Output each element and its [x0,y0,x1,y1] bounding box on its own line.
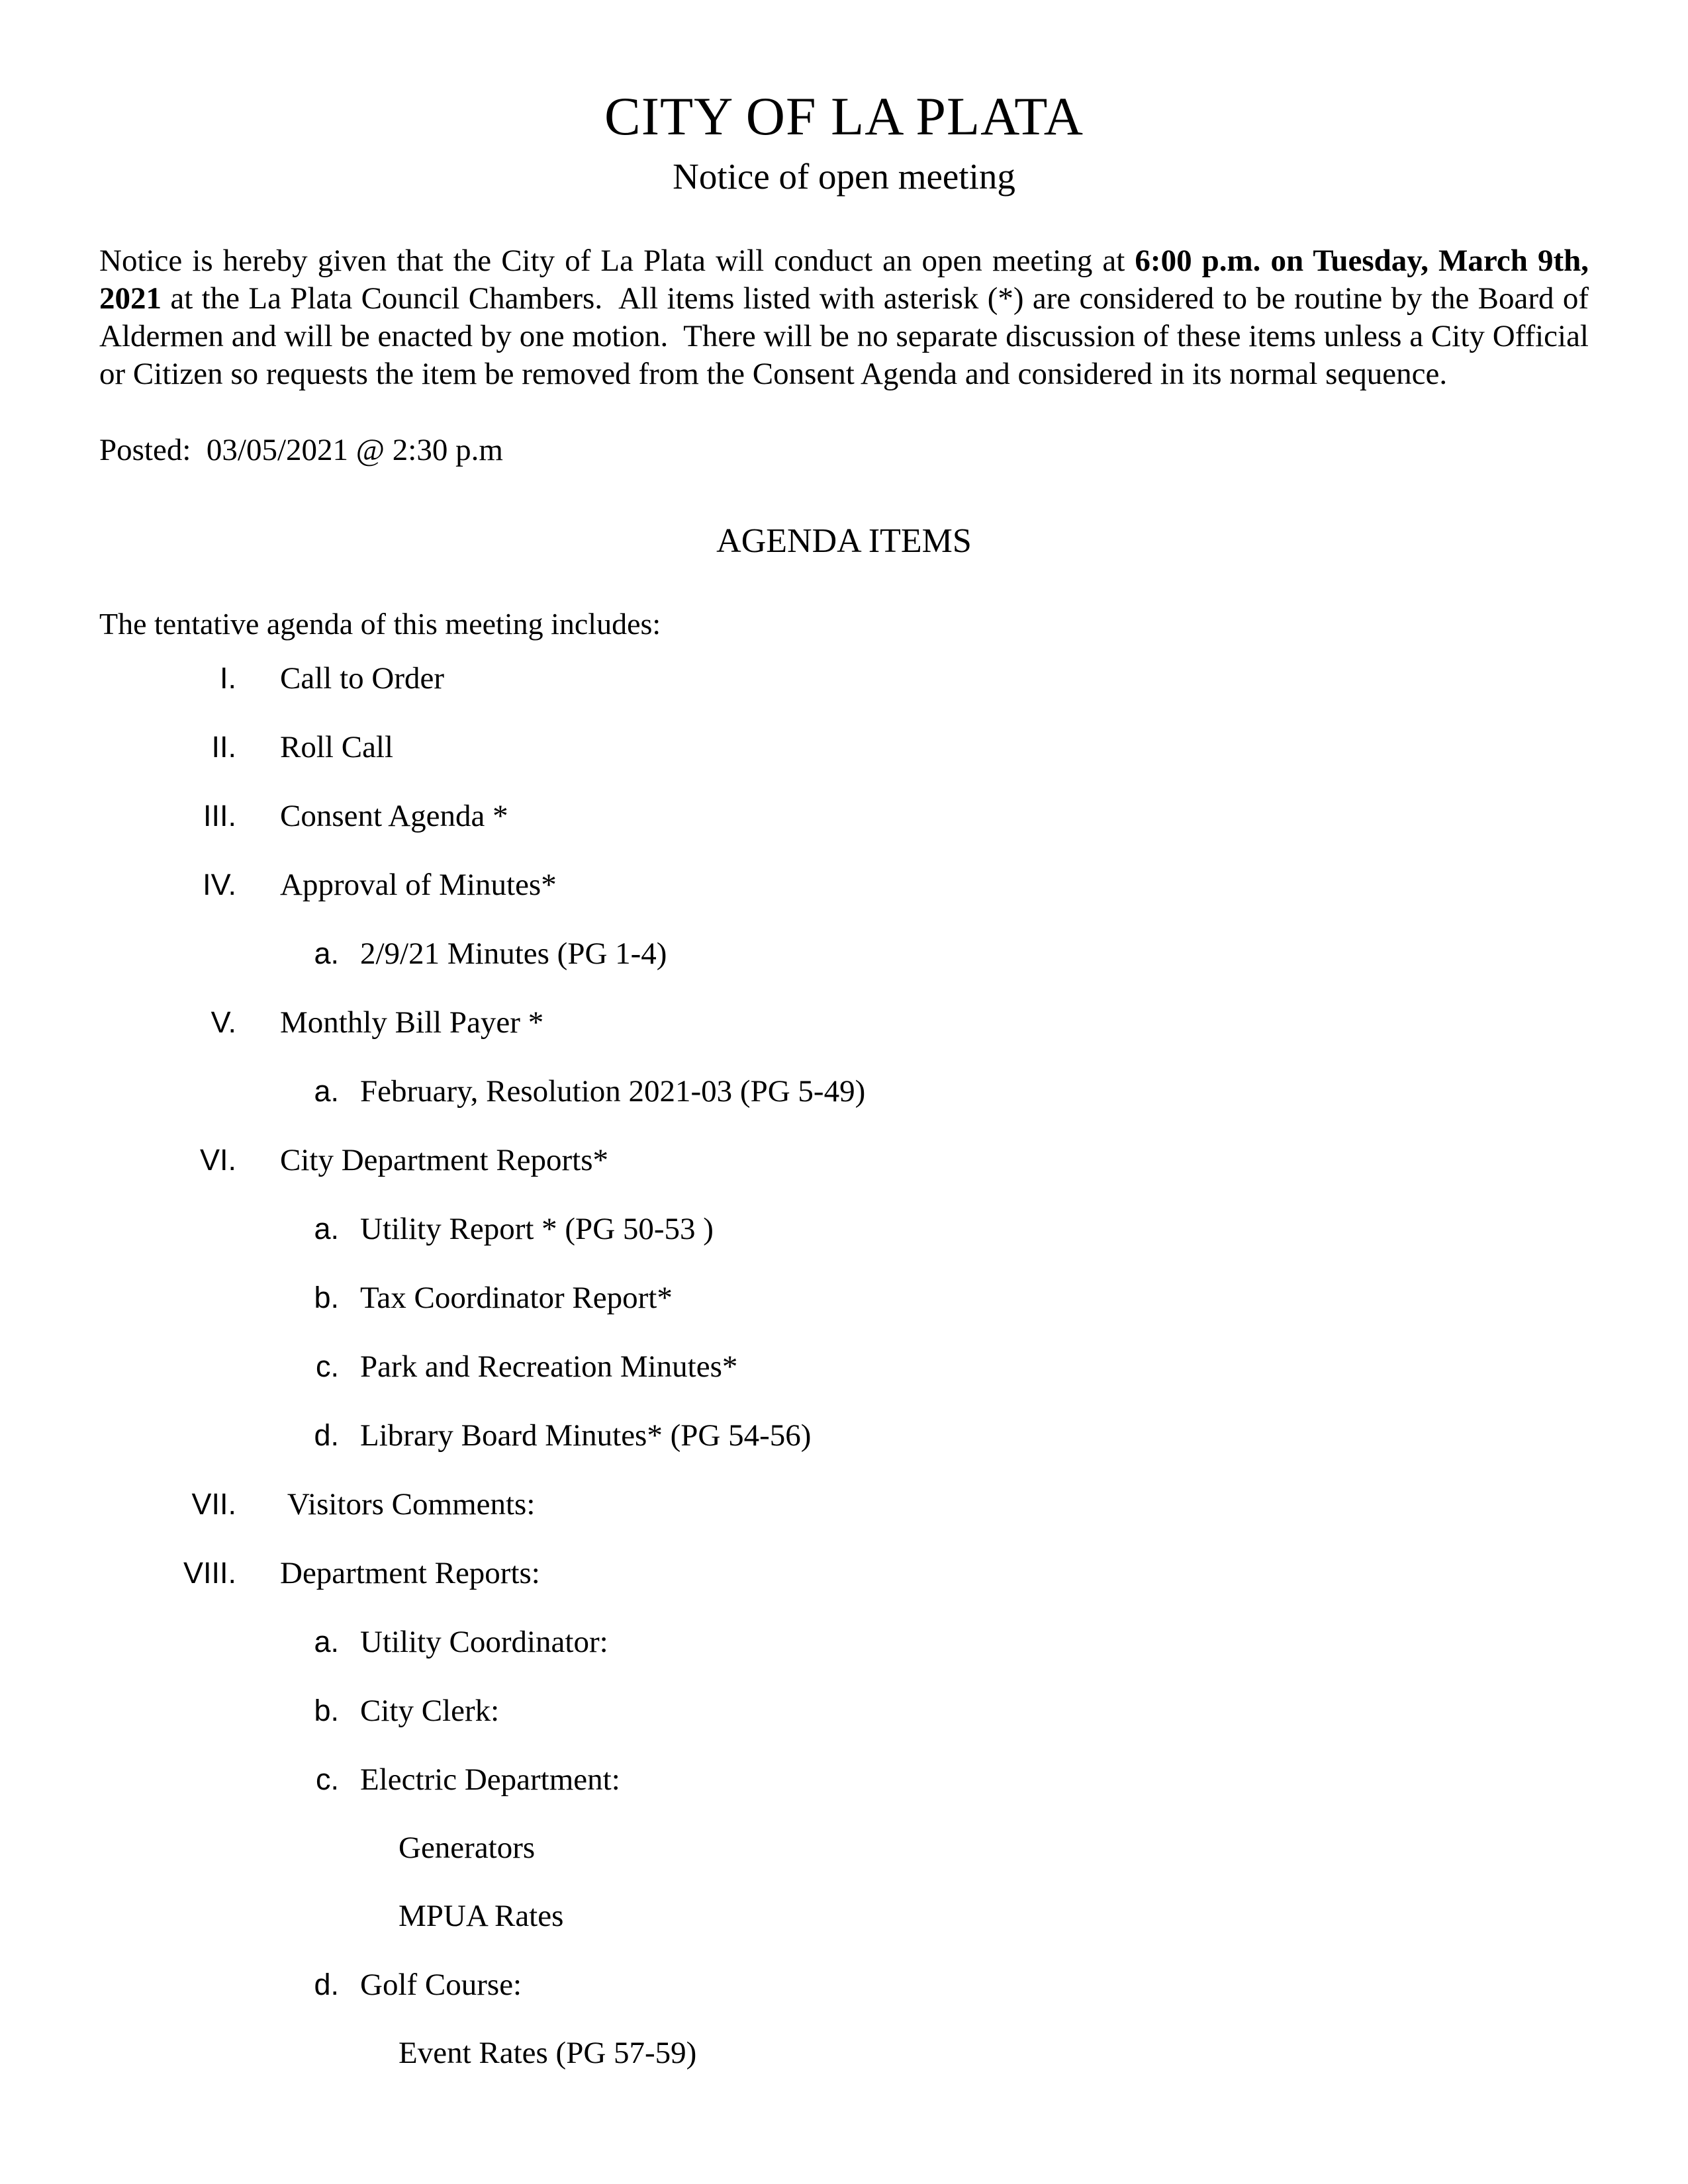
agenda-item [99,644,1589,713]
agenda-item [99,988,1589,1057]
agenda-item-marker: VIII. [183,1556,236,1590]
agenda-item-text: Event Rates (PG 57-59) [399,2036,697,2070]
agenda-list [99,644,1589,2087]
agenda-item [99,782,1589,850]
agenda-item-text: Call to Order [280,661,444,696]
notice-paragraph [99,242,1597,393]
agenda-item-marker: II. [211,730,236,764]
agenda-item-text: Visitors Comments: [280,1487,536,1522]
posted-line: Posted: 03/05/2021 @ 2:30 p.m [99,433,503,467]
agenda-item-text: Electric Department: [360,1762,620,1797]
agenda-item-text: Tax Coordinator Report* [360,1281,673,1315]
agenda-item-marker: b. [314,1694,339,1727]
agenda-item [99,1814,1589,1882]
agenda-item-text: Generators [399,1831,536,1865]
agenda-item [99,1057,1589,1126]
agenda-item-text: Monthly Bill Payer * [280,1005,544,1040]
agenda-intro: The tentative agenda of this meeting includes: [99,607,661,641]
agenda-item-marker: d. [314,1968,339,2001]
agenda-item [99,1263,1589,1332]
agenda-item [99,1745,1589,1814]
agenda-item-marker: c. [315,1349,339,1383]
agenda-item-text: Utility Coordinator: [360,1625,608,1659]
agenda-item-marker: a. [314,1074,339,1108]
agenda-item [99,1539,1589,1608]
agenda-item-marker: IV. [203,868,236,901]
agenda-item-marker: V. [211,1005,236,1039]
agenda-item-marker: b. [314,1281,339,1314]
agenda-item [99,1470,1589,1539]
agenda-item-text: Approval of Minutes* [280,868,557,902]
notice-text-bold: 6:00 p.m. on Tuesday, March 9th, 2021 [99,244,1597,316]
agenda-item-text: Consent Agenda * [280,799,508,833]
agenda-item-marker: VII. [191,1487,236,1521]
page-title: CITY OF LA PLATA [604,86,1084,146]
agenda-item [99,1401,1589,1470]
agenda-item-text: Roll Call [280,730,394,764]
agenda-item-text: Golf Course: [360,1968,522,2002]
page-subtitle: Notice of open meeting [673,156,1015,197]
agenda-item [99,1126,1589,1195]
agenda-item-marker: a. [314,1212,339,1246]
agenda-item [99,1950,1589,2019]
agenda-item [99,1608,1589,1676]
agenda-item [99,850,1589,919]
agenda-item-text: Department Reports: [280,1556,540,1590]
notice-text: Notice is hereby given that the City of La Plata will conduct an open meeting at [99,244,1135,278]
agenda-item [99,1332,1589,1401]
agenda-item [99,713,1589,782]
agenda-item-text: MPUA Rates [399,1899,564,1933]
agenda-item-marker: I. [219,661,236,695]
agenda-item-marker: d. [314,1418,339,1452]
agenda-item-marker: VI. [199,1143,236,1177]
agenda-item [99,2019,1589,2087]
agenda-item [99,1882,1589,1950]
agenda-item-text: City Department Reports* [280,1143,609,1177]
agenda-item [99,919,1589,988]
agenda-item-text: Library Board Minutes* (PG 54-56) [360,1418,812,1453]
agenda-item-text: City Clerk: [360,1694,500,1728]
agenda-item-text: Park and Recreation Minutes* [360,1349,738,1384]
agenda-item [99,1676,1589,1745]
agenda-item-marker: a. [314,936,339,970]
agenda-item-text: 2/9/21 Minutes (PG 1-4) [360,936,667,971]
agenda-item-marker: a. [314,1625,339,1659]
agenda-item [99,1195,1589,1263]
agenda-item-text: Utility Report * (PG 50-53 ) [360,1212,714,1246]
agenda-heading: AGENDA ITEMS [716,522,972,560]
agenda-item-text: February, Resolution 2021-03 (PG 5-49) [360,1074,866,1109]
agenda-item-marker: c. [315,1762,339,1796]
agenda-item-marker: III. [203,799,236,833]
notice-text: at the La Plata Council Chambers. All items listed with asterisk (*) are considered to be routine by the Board of Aldermen and will be enacted by one motion. There will be no separate discussion of these items unless a City Official or Citizen so requests the item be removed from the Consent Agenda and considered in its normal sequence. [99,281,1597,391]
